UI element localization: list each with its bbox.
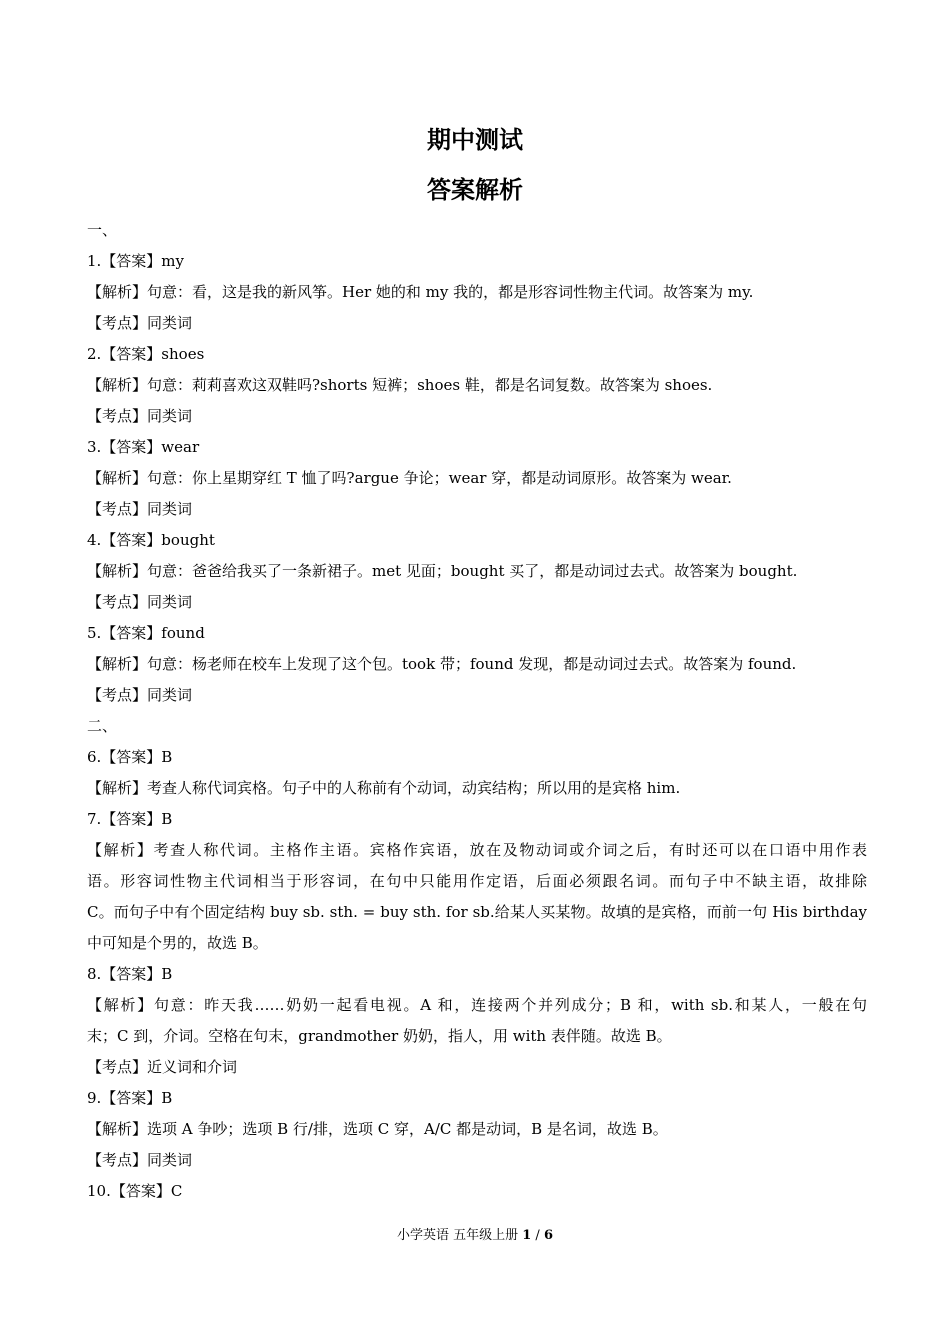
text-line: 【解析】句意：爸爸给我买了一条新裙子。met 见面；bought 买了，都是动词过去式。故答案为 bought. [87, 562, 798, 580]
text-line: 【解析】句意：看，这是我的新风筝。Her 她的和 my 我的，都是形容词性物主代词。故答案为 my. [87, 283, 754, 301]
text-line: 10.【答案】C [87, 1182, 183, 1200]
page-total: 6 [543, 1228, 553, 1243]
text-line: 7.【答案】B [87, 810, 173, 828]
text-line: 9.【答案】B [87, 1089, 173, 1107]
text-line: 【考点】同类词 [87, 686, 193, 704]
text-line: 【解析】考查人称代词。主格作主语。宾格作宾语，放在及物动词或介词之后，有时还可以在口语中用作表 [87, 841, 867, 859]
text-line: 6.【答案】B [87, 748, 173, 766]
page-separator: / [531, 1228, 544, 1243]
page-subtitle: 答案解析 [427, 176, 523, 204]
text-line: 【考点】近义词和介词 [87, 1058, 238, 1076]
text-line: 语。形容词性物主代词相当于形容词，在句中只能用作定语，后面必须跟名词。而句子中不缺主语，故排除 [87, 872, 867, 890]
text-line: 1.【答案】my [87, 252, 185, 270]
text-line: 一、 [87, 221, 118, 239]
text-line: 末；C 到，介词。空格在句末，grandmother 奶奶，指人，用 with 表伴随。故选 B。 [87, 1027, 672, 1045]
text-line: 4.【答案】bought [87, 531, 215, 549]
text-line: 【考点】同类词 [87, 314, 193, 332]
text-line: 【考点】同类词 [87, 1151, 193, 1169]
text-line: 8.【答案】B [87, 965, 173, 983]
text-line: 二、 [87, 717, 118, 735]
text-line: 【考点】同类词 [87, 500, 193, 518]
answer-content [87, 215, 867, 1207]
text-line: 【解析】考查人称代词宾格。句子中的人称前有个动词，动宾结构；所以用的是宾格 him. [87, 779, 681, 797]
text-line: 【解析】选项 A 争吵；选项 B 行/排，选项 C 穿，A/C 都是动词，B 是名词，故选 B。 [87, 1120, 668, 1138]
text-line: 【解析】句意：昨天我……奶奶一起看电视。A 和，连接两个并列成分；B 和，with sb.和某人，一般在句 [87, 996, 867, 1014]
text-line: 中可知是个男的，故选 B。 [87, 934, 268, 952]
text-line: 【解析】句意：你上星期穿红 T 恤了吗?argue 争论；wear 穿，都是动词原形。故答案为 wear. [87, 469, 732, 487]
page-number: 1 [522, 1228, 532, 1243]
footer-label: 小学英语 五年级上册 [396, 1228, 523, 1243]
page-title: 期中测试 [427, 126, 523, 154]
text-line: 【考点】同类词 [87, 407, 193, 425]
text-line: 【解析】句意：杨老师在校车上发现了这个包。took 带；found 发现，都是动词过去式。故答案为 found. [87, 655, 797, 673]
text-line: 【解析】句意：莉莉喜欢这双鞋吗?shorts 短裤；shoes 鞋，都是名词复数。故答案为 shoes. [87, 376, 713, 394]
text-line: 3.【答案】wear [87, 438, 200, 456]
text-line: 2.【答案】shoes [87, 345, 205, 363]
text-line: 5.【答案】found [87, 624, 205, 642]
page-footer [0, 1226, 950, 1246]
text-line: C。而句子中有个固定结构 buy sb. sth. = buy sth. for sb.给某人买某物。故填的是宾格，而前一句 His birthday [87, 903, 867, 921]
text-line: 【考点】同类词 [87, 593, 193, 611]
